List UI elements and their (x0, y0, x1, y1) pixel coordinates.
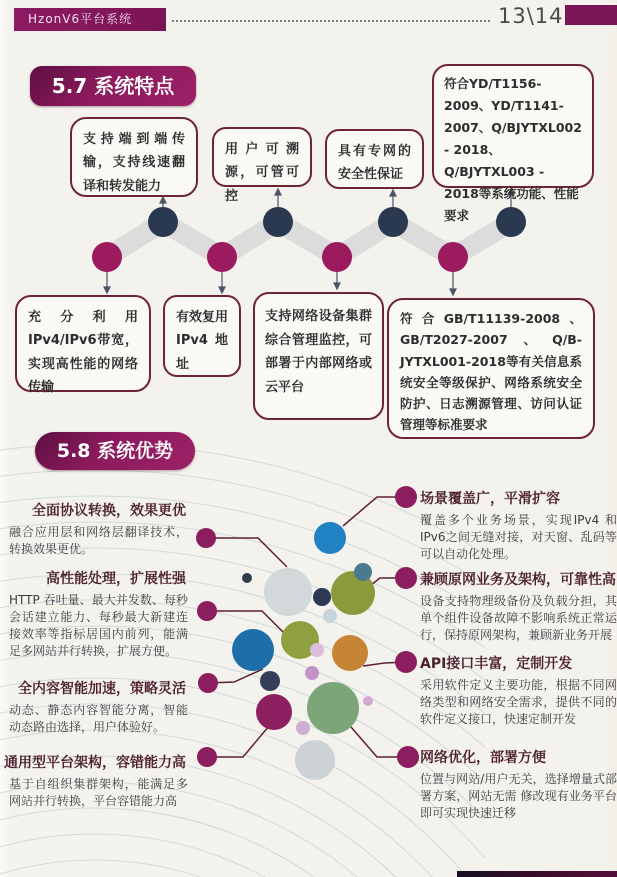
advantage-right-4 (420, 747, 617, 822)
feature-box-bottom-3: 支持网络设备集群综合管理监控，可部署于内部网络或云平台 (253, 292, 384, 420)
bubble-cluster-graphic (232, 522, 375, 780)
advantage-title: API接口丰富，定制开发 (420, 656, 573, 672)
feature-box-top-1: 支持端到端传输，支持线速翻译和转发能力 (70, 117, 198, 197)
advantage-title: 全面协议转换，效果更优 (32, 503, 186, 519)
advantage-desc: 基于自组织集群架构，能满足多 网站并行转换，平台容错能力高 (9, 777, 188, 808)
advantage-desc: 设备支持物理级备份及负载分担，其单个组件设备故障不影响系统正常运行，保持原网架构，兼顾新业务开展 (420, 594, 617, 642)
section-5-7-title: 5.7 系统特点 (30, 66, 196, 106)
header-title-badge: HzonV6平台系统 (14, 8, 166, 31)
advantage-desc: 位置与网站/用户无关，选择增量式部署方案，网站无需 修改现有业务平台即可实现快速迁移 (420, 772, 617, 820)
advantage-left-3 (2, 678, 188, 736)
header-corner-block (565, 5, 617, 25)
advantage-title: 通用型平台架构，容错能力高 (4, 755, 186, 771)
feature-box-top-4: 符合YD/T1156-2009、YD/T1141-2007、Q/BJYTXL002 - 2018、Q/BJYTXL003 - 2018等系统功能、性能要求 (432, 64, 594, 188)
page-number: 13\14 (498, 4, 564, 28)
advantage-right-2 (420, 569, 617, 644)
feature-box-bottom-4: 符合GB/T11139-2008、GB/T2027-2007、Q/B-JYTXL001-2018等有关信息系统安全等级保护、网络系统安全防护、日志溯源管理、访问认证管理等标准要求 (387, 298, 595, 439)
advantage-desc: 覆盖多个业务场景，实现IPv4 和IPv6之间无缝对接，对天窗、乱码等可以自动化处理。 (420, 513, 617, 561)
advantage-title: 全内容智能加速，策略灵活 (18, 681, 186, 697)
section-5-8-title: 5.8 系统优势 (35, 432, 195, 470)
advantage-desc: 动态、静态内容智能分离，智能动态路由选择，用户体验好。 (9, 703, 188, 734)
feature-box-top-2: 用户可溯源，可管可控 (212, 127, 312, 187)
advantage-title: 高性能处理，扩展性强 (46, 571, 186, 587)
advantage-title: 兼顾原网业务及架构，可靠性高 (420, 572, 616, 588)
header-dotted-line (172, 20, 490, 22)
advantage-left-2 (2, 568, 188, 660)
advantage-right-3 (420, 653, 617, 728)
bottom-edge-bar (457, 871, 617, 877)
feature-box-bottom-1: 充分利用IPv4/IPv6带宽，实现高性能的网络传输 (15, 295, 151, 392)
advantage-left-1 (2, 500, 188, 558)
advantage-desc: HTTP 吞吐量、最大并发数、每秒会话建立能力、每秒最大新建连接效率等指标居国内前列，能满足多网站并行转换，扩展方便。 (9, 593, 188, 658)
feature-box-bottom-2: 有效复用IPv4地址 (163, 295, 241, 377)
advantage-title: 网络优化，部署方便 (420, 750, 546, 766)
feature-box-top-3: 具有专网的安全性保证 (325, 129, 424, 189)
advantage-left-4 (2, 752, 188, 810)
advantage-desc: 融合应用层和网络层翻译技术，转换效果更优。 (9, 525, 188, 556)
advantage-title: 场景覆盖广，平滑扩容 (420, 491, 560, 507)
advantage-desc: 采用软件定义主要功能，根据不同网络类型和网络安全需求，提供不同的软件定义接口，快速定制开发 (420, 678, 617, 726)
advantage-right-1 (420, 488, 617, 563)
